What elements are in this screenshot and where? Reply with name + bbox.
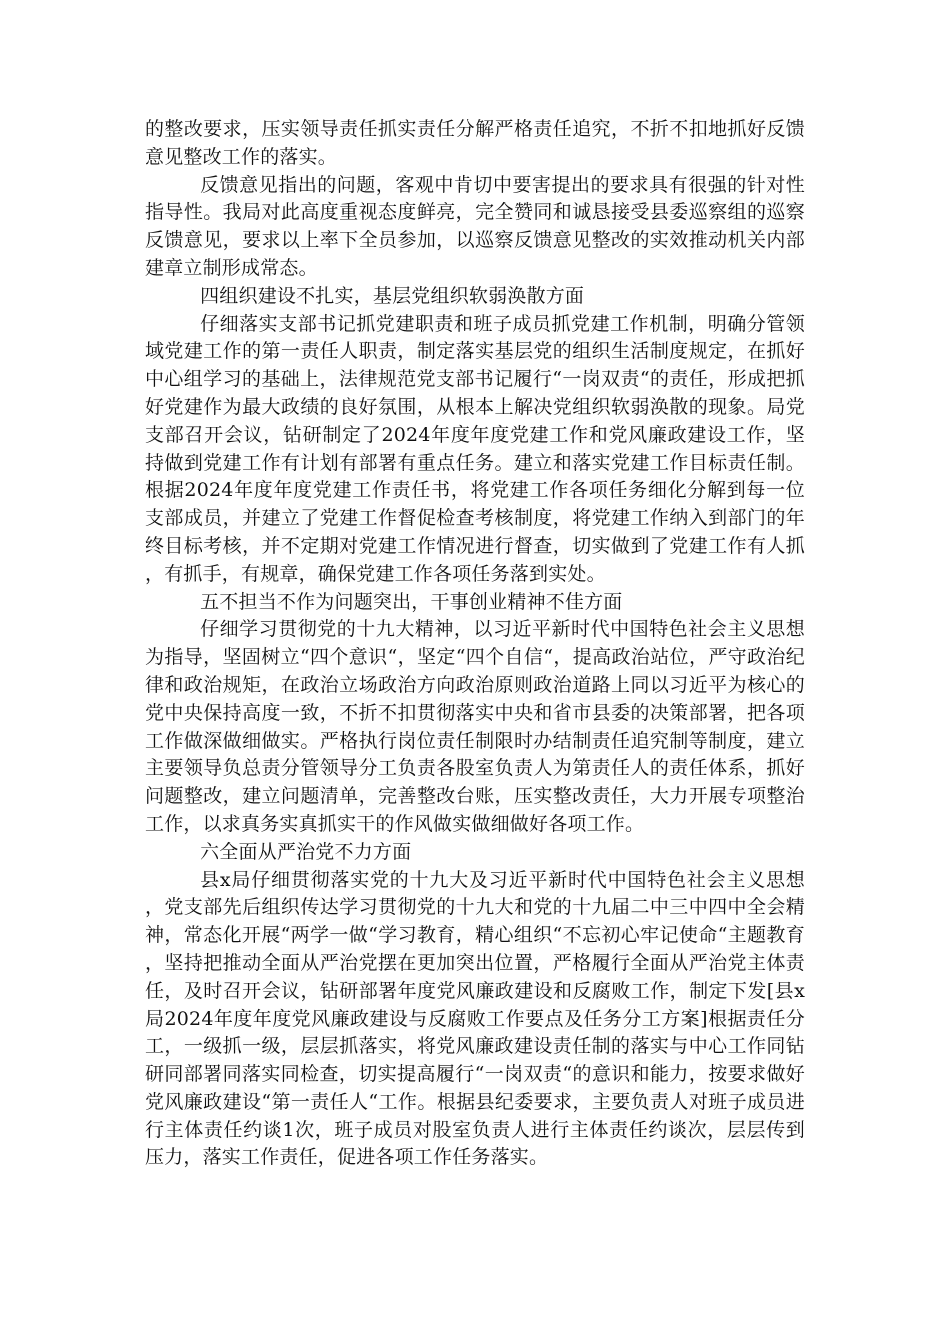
paragraph-feedback-response: 反馈意见指出的问题，客观中肯切中要害提出的要求具有很强的针对性指导性。我局对此高度重视态度鲜亮，完全赞同和诚恳接受县委巡察组的巡察反馈意见，要求以上率下全员参加，以巡察反馈意见整改的实效推动机关内部建章立制形成常态。 <box>145 173 805 279</box>
paragraph-section-4-body: 仔细落实支部书记抓党建职责和班子成员抓党建工作机制，明确分管领域党建工作的第一责任人职责，制定落实基层党的组织生活制度规定，在抓好中心组学习的基础上，法律规范党支部书记履行“一岗双责“的责任，形成把抓好党建作为最大政绩的良好氛围，从根本上解决党组织软弱涣散的现象。局党支部召开会议，钻研制定了2024年度年度党建工作和党风廉政建设工作，坚持做到党建工作有计划有部署有重点任务。建立和落实党建工作目标责任制。根据2024年度年度党建工作责任书，将党建工作各项任务细化分解到每一位支部成员，并建立了党建工作督促检查考核制度，将党建工作纳入到部门的年终目标考核，并不定期对党建工作情况进行督查，切实做到了党建工作有人抓，有抓手，有规章，确保党建工作各项任务落到实处。 <box>145 312 805 585</box>
paragraph-section-5-body: 仔细学习贯彻党的十九大精神，以习近平新时代中国特色社会主义思想为指导，坚固树立“四个意识“，坚定“四个自信“，提高政治站位，严守政治纪律和政治规矩，在政治立场政治方向政治原则政治道路上同以习近平为核心的党中央保持高度一致，不折不扣贯彻落实中央和省市县委的决策部署，把各项工作做深做细做实。严格执行岗位责任制限时办结制责任追究制等制度，建立主要领导负总责分管领导分工负责各股室负责人为第责任人的责任体系，抓好问题整改，建立问题清单，完善整改台账，压实整改责任，大力开展专项整治工作，以求真务实真抓实干的作风做实做细做好各项工作。 <box>145 618 805 835</box>
section-heading-5: 五不担当不作为问题突出，干事创业精神不佳方面 <box>200 590 623 613</box>
section-heading-4: 四组织建设不扎实，基层党组织软弱涣散方面 <box>200 284 585 307</box>
document-page <box>145 116 805 1172</box>
paragraph-continuation: 的整改要求，压实领导责任抓实责任分解严格责任追究，不折不扣地抓好反馈意见整改工作的落实。 <box>145 118 805 168</box>
paragraph-section-6-body: 县x局仔细贯彻落实党的十九大及习近平新时代中国特色社会主义思想，党支部先后组织传达学习贯彻党的十九大和党的十九届二中三中四中全会精神，常态化开展“两学一做“学习教育，精心组织“不忘初心牢记使命“主题教育，坚持把推动全面从严治党摆在更加突出位置，严格履行全面从严治党主体责任，及时召开会议，钻研部署年度党风廉政建设和反腐败工作，制定下发[县x局2024年度年度党风廉政建设与反腐败工作要点及任务分工方案]根据责任分工，一级抓一级，层层抓落实，将党风廉政建设责任制的落实与中心工作同钻研同部署同落实同检查，切实提高履行“一岗双责“的意识和能力，按要求做好党风廉政建设“第一责任人“工作。根据县纪委要求，主要负责人对班子成员进行主体责任约谈1次，班子成员对股室负责人进行主体责任约谈次，层层传到压力，落实工作责任，促进各项工作任务落实。 <box>145 868 805 1169</box>
section-heading-6: 六全面从严治党不力方面 <box>200 840 412 863</box>
